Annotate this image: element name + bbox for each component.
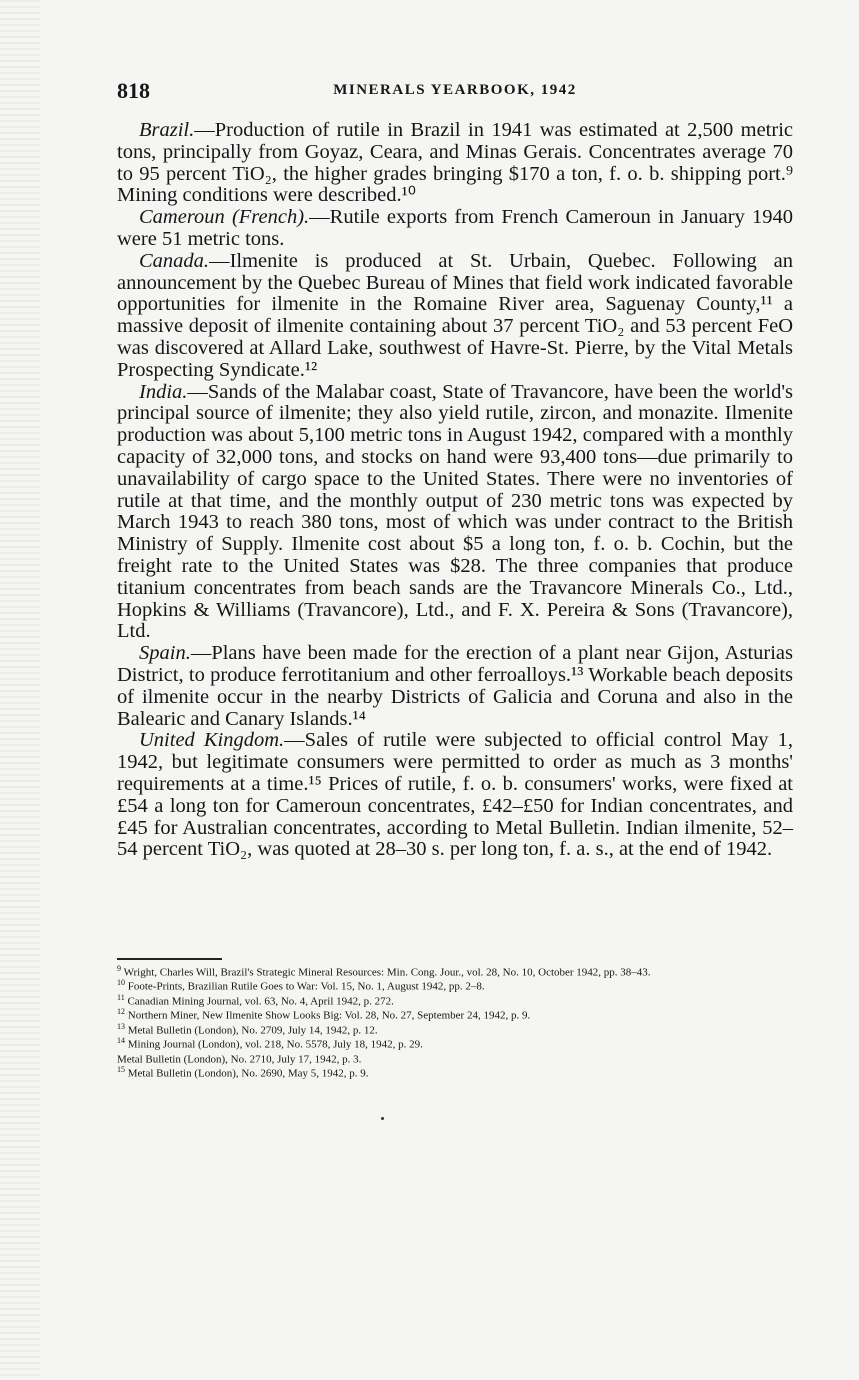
paragraph-lead: India.	[139, 380, 188, 403]
footnote-text: Canadian Mining Journal, vol. 63, No. 4, April 1942, p. 272.	[127, 995, 394, 1008]
footnote	[117, 993, 793, 1007]
running-header	[117, 78, 793, 104]
footnote	[117, 1065, 793, 1079]
footnote-text: Northern Miner, New Ilmenite Show Looks Big: Vol. 28, No. 27, September 24, 1942, p. 9.	[127, 1010, 531, 1023]
paragraph-lead: United Kingdom.	[139, 729, 285, 752]
paragraph-text: —Production of rutile in Brazil in 1941 was estimated at 2,500 metric tons, principally from Goyaz, Ceara, and Minas Gerais. Concentrates average 70 to 95 percent TiO₂, the higher grades bringing $170 a ton, f. o. b. shipping port.⁹ Mining conditions were described.¹⁰	[117, 119, 793, 207]
paragraph-cameroun	[117, 207, 793, 251]
footnote	[117, 1051, 793, 1065]
running-title: MINERALS YEARBOOK, 1942	[333, 82, 577, 98]
footnote	[117, 1022, 793, 1036]
footnote-mark: 14	[117, 1036, 125, 1046]
footnote-mark: 9	[117, 964, 121, 973]
paragraph-text: —Ilmenite is produced at St. Urbain, Quebec. Following an announcement by the Quebec Bureau of Mines that field work indicated favorable opportunities for ilmenite in the Romaine River area, Saguenay County,¹¹ a massive deposit of ilmenite containing about 37 percent TiO₂ and 53 percent FeO was discovered at Allard Lake, southwest of Havre-St. Pierre, by the Vital Metals Prospecting Syndicate.¹²	[117, 249, 793, 381]
footnote-text: Mining Journal (London), vol. 218, No. 5578, July 18, 1942, p. 29.	[127, 1038, 423, 1051]
footnote-mark: 11	[117, 992, 125, 1002]
page-number: 818	[117, 78, 150, 103]
body-text	[117, 120, 793, 861]
paragraph-text: —Sands of the Malabar coast, State of Travancore, have been the world's principal source of ilmenite; they also yield rutile, zircon, and monazite. Ilmenite production was about 5,100 metric tons in August 1942, compared with a monthly capacity of 32,000 tons, and stocks on hand were 93,400 tons—due primarily to unavailability of cargo space to the United States. There were no inventories of rutile at that time, and the monthly output of 230 metric tons was expected by March 1943 to reach 380 tons, most of which was under contract to the British Ministry of Supply. Ilmenite cost about $5 a long ton, f. o. b. Cochin, but the freight rate to the United States was $28. The three companies that produce titanium concentrates from beach sands are the Travancore Minerals Co., Ltd., Hopkins & Williams (Travancore), Ltd., and F. X. Pereira & Sons (Travancore), Ltd.	[117, 380, 793, 643]
paragraph-text: —Rutile exports from French Cameroun in January 1940 were 51 metric tons.	[117, 206, 793, 250]
scan-speck	[381, 1117, 384, 1120]
paragraph-spain	[117, 643, 793, 730]
footnotes	[117, 964, 793, 1080]
paragraph-lead: Cameroun (French).	[139, 206, 310, 229]
paragraph-united-kingdom	[117, 730, 793, 861]
footnote-text: Foote-Prints, Brazilian Rutile Goes to War: Vol. 15, No. 1, August 1942, pp. 2–8.	[127, 981, 485, 994]
paragraph-lead: Spain.	[139, 642, 191, 665]
paragraph-brazil	[117, 120, 793, 207]
paragraph-india	[117, 382, 793, 644]
paragraph-text: —Plans have been made for the erection of a plant near Gijon, Asturias District, to produce ferrotitanium and other ferroalloys.¹³ Workable beach deposits of ilmenite occur in the nearby Districts of Galicia and Coruna and also in the Balearic and Canary Islands.¹⁴	[117, 642, 793, 730]
footnote	[117, 1007, 793, 1021]
footnote-mark: 13	[117, 1021, 125, 1031]
footnote-text: Wright, Charles Will, Brazil's Strategic Mineral Resources: Min. Cong. Jour., vol. 28, No. 10, October 1942, pp. 38–43.	[123, 966, 651, 979]
footnote	[117, 1036, 793, 1050]
footnote-text: Metal Bulletin (London), No. 2710, July 17, 1942, p. 3.	[117, 1053, 362, 1066]
footnote-divider	[117, 958, 222, 960]
footnote-text: Metal Bulletin (London), No. 2709, July 14, 1942, p. 12.	[127, 1024, 378, 1037]
paragraph-lead: Canada.	[139, 249, 210, 272]
paragraph-canada	[117, 251, 793, 382]
footnote-mark: 15	[117, 1065, 125, 1075]
paragraph-text: —Sales of rutile were subjected to official control May 1, 1942, but legitimate consumers were permitted to order as much as 3 months' requirements at a time.¹⁵ Prices of rutile, f. o. b. consumers' works, were fixed at £54 a long ton for Cameroun concentrates, £42–£50 for Indian concentrates, and £45 for Australian concentrates, according to Metal Bulletin. Indian ilmenite, 52–54 percent TiO₂, was quoted at 28–30 s. per long ton, f. a. s., at the end of 1942.	[117, 729, 793, 861]
scan-edge	[0, 0, 40, 1380]
paragraph-lead: Brazil.	[139, 119, 195, 141]
footnote-mark: 10	[117, 978, 125, 988]
footnote-mark: 12	[117, 1007, 125, 1017]
footnote-text: Metal Bulletin (London), No. 2690, May 5, 1942, p. 9.	[127, 1067, 369, 1080]
footnote	[117, 978, 793, 992]
footnote	[117, 964, 793, 978]
